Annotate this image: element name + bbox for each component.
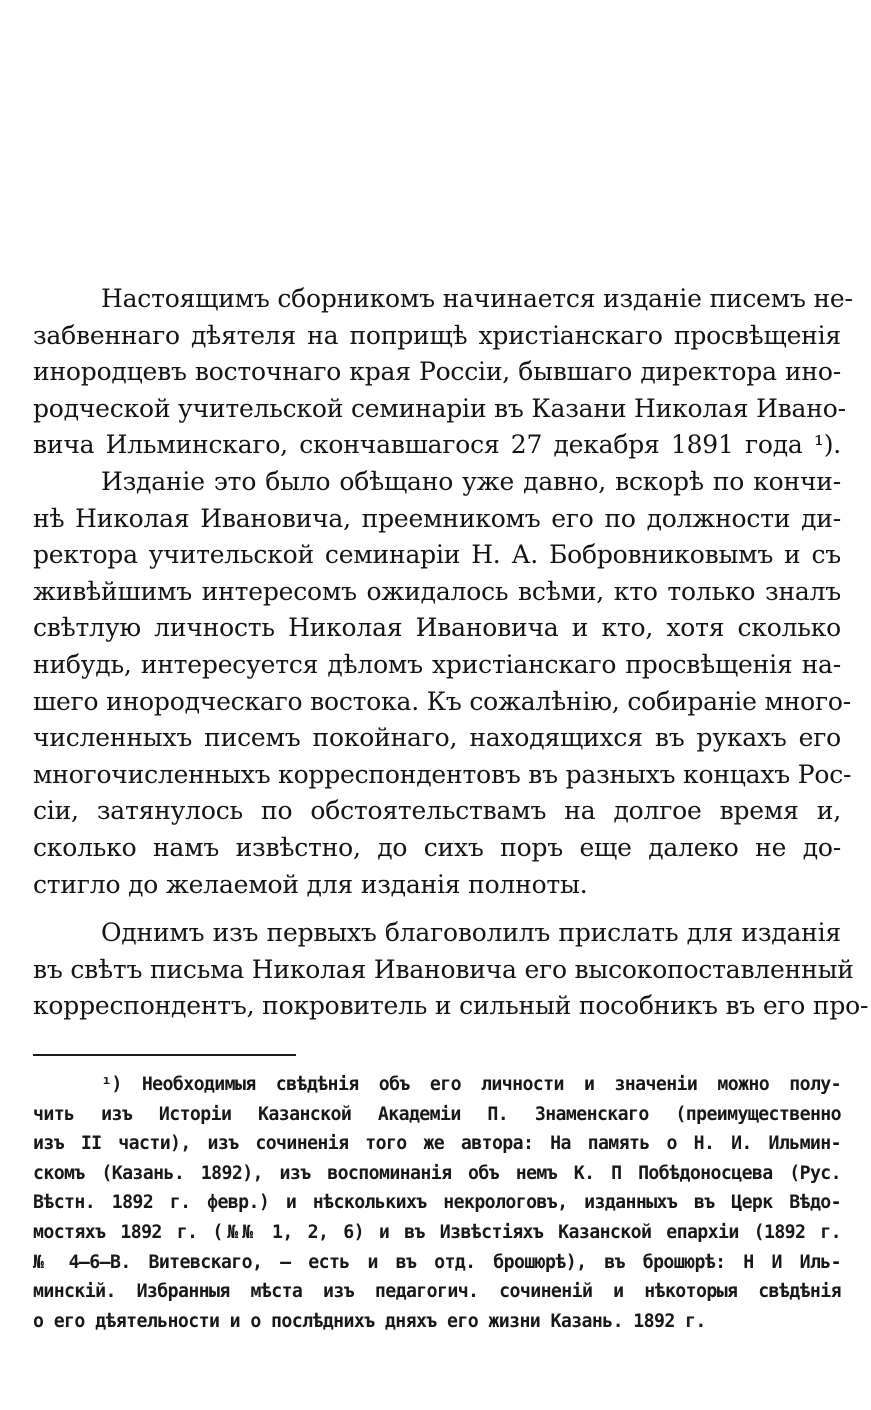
paragraph-3	[33, 915, 869, 1025]
text-line: стигло до желаемой для изданія полноты.	[33, 869, 588, 899]
text-line: шего инородческаго востока. Къ сожалѣнію, собираніе много-	[33, 686, 852, 716]
text-line: родческой учительской семинаріи въ Казани Николая Ивано-	[33, 393, 846, 423]
footnote-line: чить изъ Исторіи Казанской Академіи П. Знаменскаго (преимущественно	[33, 1103, 841, 1125]
paragraph-2	[33, 464, 852, 903]
footnote-line: изъ II части), изъ сочиненія того же автора: На память о Н. И. Ильмин-	[33, 1133, 841, 1155]
text-line: корреспондентъ, покровитель и сильный пособникъ въ его про-	[33, 991, 869, 1021]
text-line: многочисленныхъ корреспондентовъ въ разныхъ концахъ Рос-	[33, 759, 852, 789]
text-line: численныхъ писемъ покойнаго, находящихся въ рукахъ его	[33, 723, 841, 753]
footnote-line: Вѣстн. 1892 г. февр.) и нѣсколькихъ некрологовъ, изданныхъ въ Церк Вѣдо-	[33, 1192, 841, 1214]
text-line: сіи, затянулось по обстоятельствамъ на долгое время и,	[33, 796, 841, 826]
text-line: нибудь, интересуется дѣломъ христіанскаго просвѣщенія на-	[33, 649, 841, 679]
footnote-line: минскій. Избранныя мѣста изъ педагогич. сочиненій и нѣкоторыя свѣдѣнія	[33, 1281, 841, 1303]
text-line: забвеннаго дѣятеля на поприщѣ христіанскаго просвѣщенія	[33, 320, 841, 350]
text-line: Изданіе это было обѣщано уже давно, вскорѣ по кончи-	[101, 466, 841, 496]
text-line: инородцевъ восточнаго края Россіи, бывшаго директора ино-	[33, 357, 841, 387]
text-line: ректора учительской семинаріи Н. А. Бобровниковымъ и съ	[33, 540, 841, 570]
footnote-line: о его дѣятельности и о послѣднихъ дняхъ его жизни Казань. 1892 г.	[33, 1310, 706, 1332]
main-text	[33, 281, 869, 1025]
text-line: Настоящимъ сборникомъ начинается изданіе писемъ не-	[101, 284, 853, 313]
text-line: свѣтлую личность Николая Ивановича и кто, хотя сколько	[33, 613, 841, 643]
footnote-line: скомъ (Казань. 1892), изъ воспоминанія объ немъ К. П Побѣдоносцева (Рус.	[33, 1162, 841, 1184]
text-line: сколько намъ извѣстно, до сихъ поръ еще далеко не до-	[33, 832, 841, 862]
footnote-separator	[33, 1054, 296, 1056]
footnote-line: № 4—6—В. Витевскаго, — есть и въ отд. брошюрѣ), въ брошюрѣ: Н И Иль-	[33, 1251, 841, 1273]
text-line: живѣйшимъ интересомъ ожидалось всѣми, кто только зналъ	[33, 576, 841, 606]
text-line: вича Ильминскаго, скончавшагося 27 декабря 1891 года ¹).	[33, 430, 841, 460]
paragraph-1	[33, 281, 853, 464]
footnote	[33, 1070, 841, 1336]
text-line: Однимъ изъ первыхъ благоволилъ прислать для изданія	[101, 918, 841, 948]
text-line: въ свѣтъ письма Николая Ивановича его высокопоставленный	[33, 954, 854, 984]
footnote-line: мостяхъ 1892 г. (№№ 1, 2, 6) и въ Извѣстіяхъ Казанской епархіи (1892 г.	[33, 1221, 841, 1243]
text-line: нѣ Николая Ивановича, преемникомъ его по должности ди-	[33, 503, 841, 533]
footnote-line: ¹) Необходимыя свѣдѣнія объ его личности и значеніи можно полу-	[101, 1074, 841, 1095]
